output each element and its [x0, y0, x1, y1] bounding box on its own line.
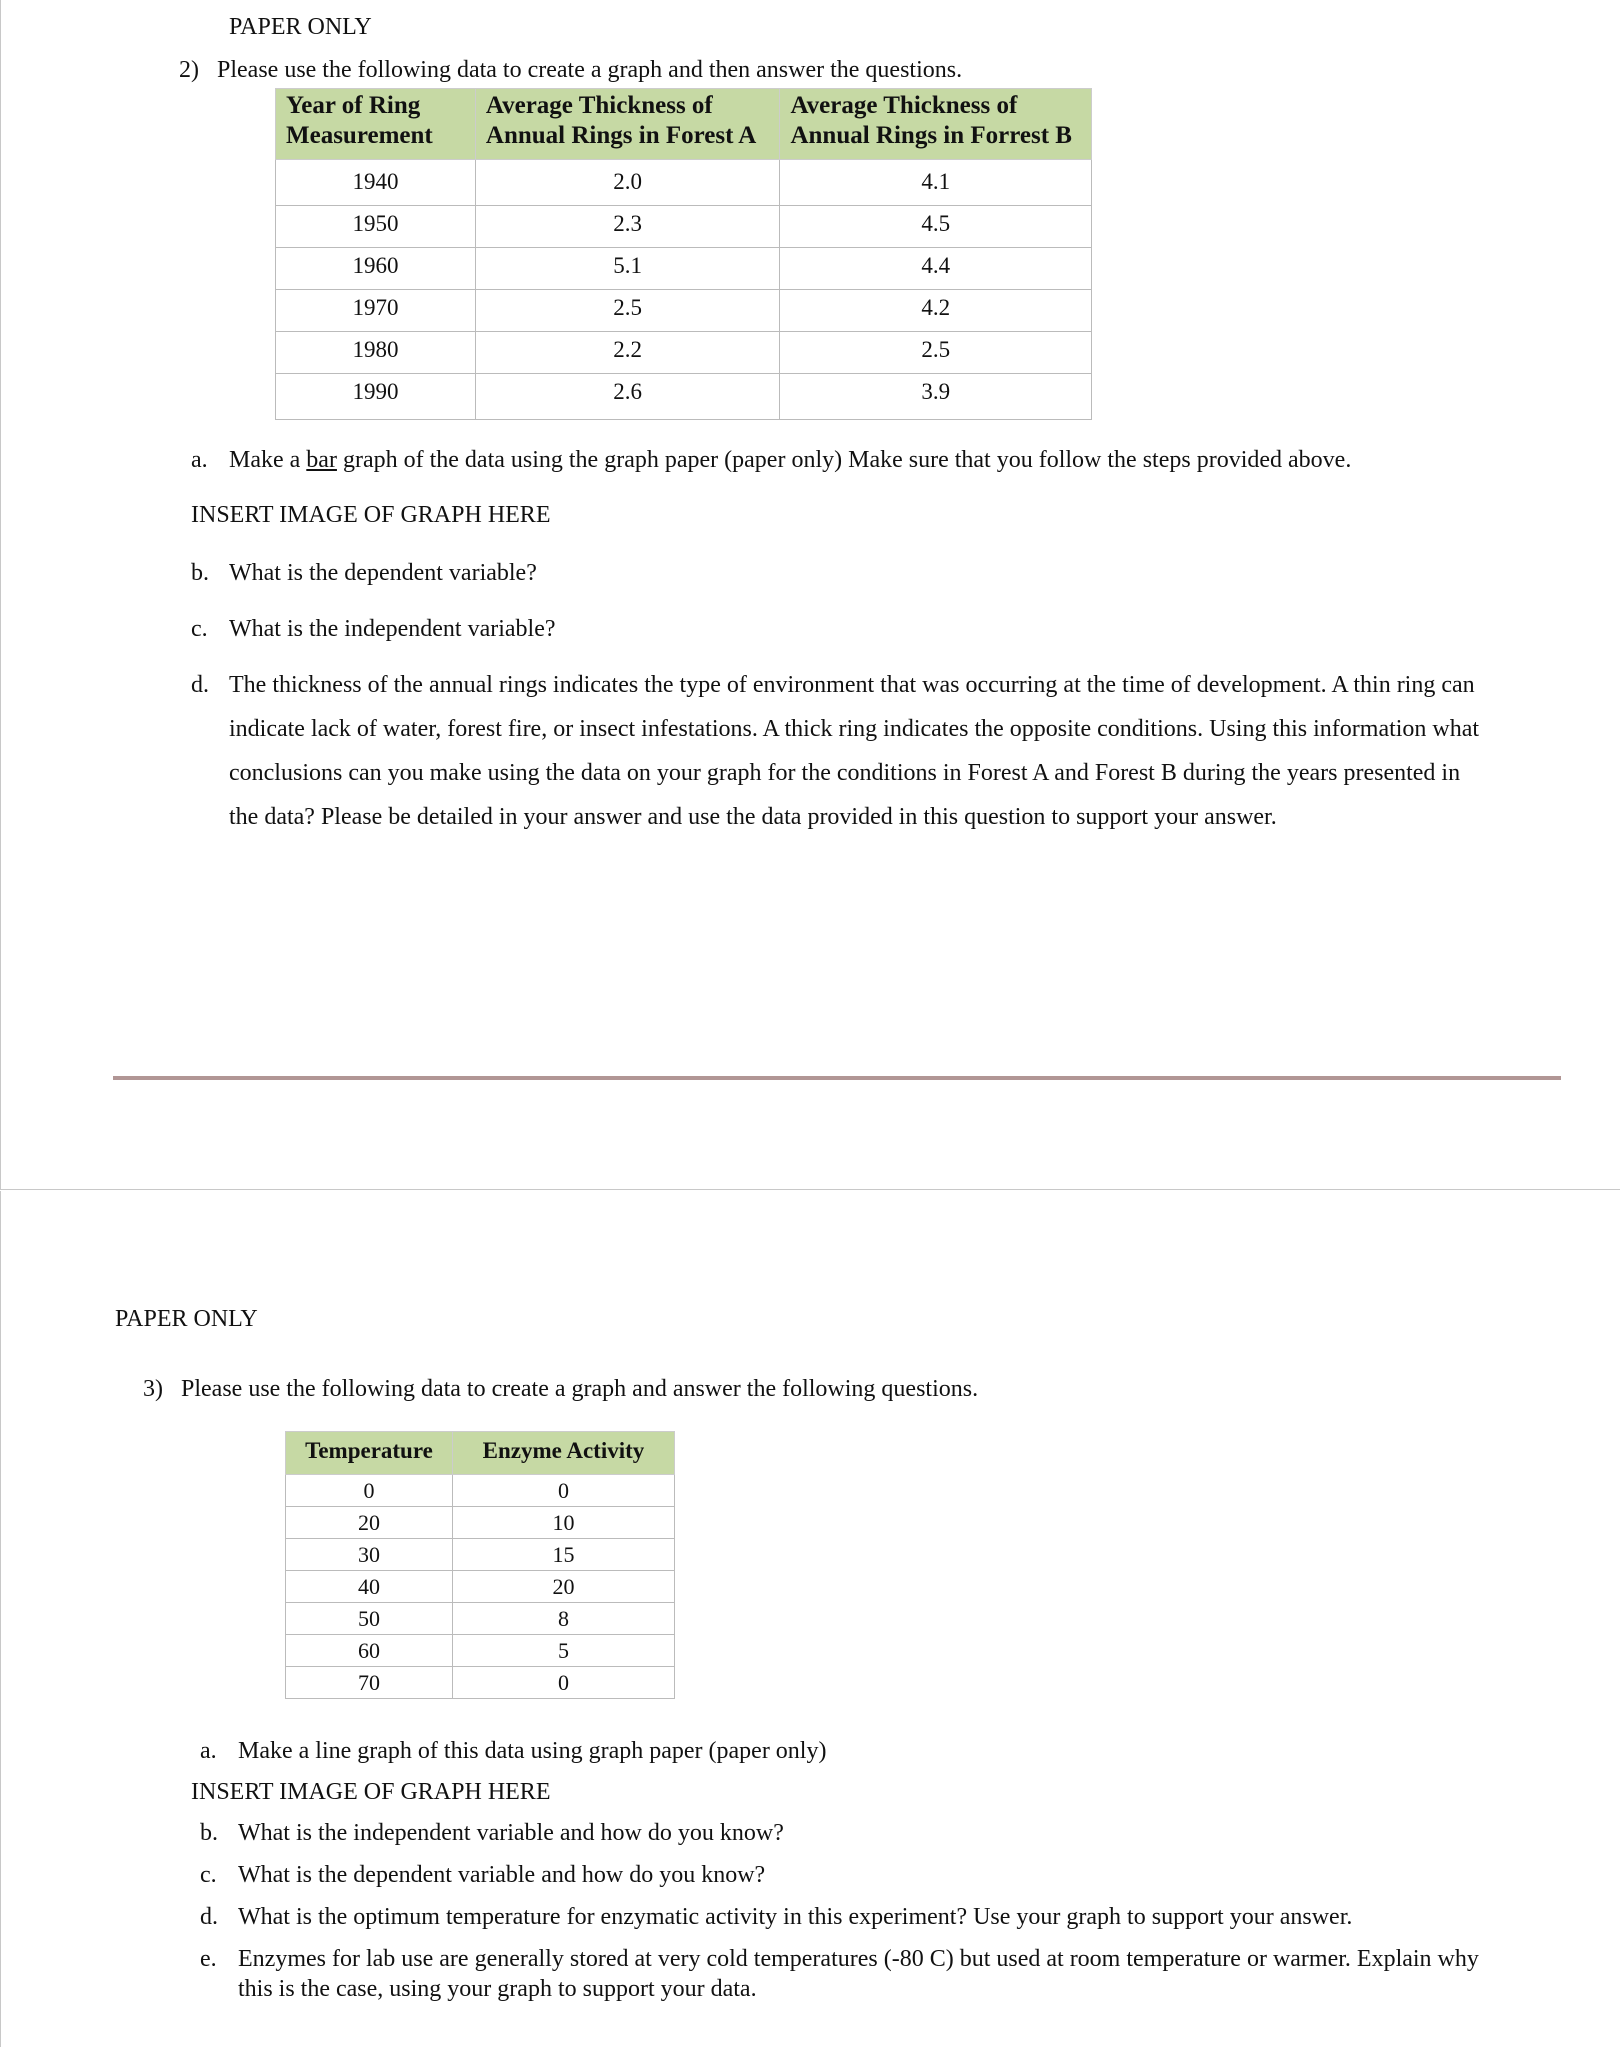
question-2d-line: the data? Please be detailed in your answer and use the data provided in this question to support your answer. — [229, 804, 1277, 830]
table-row: 1970 2.5 4.2 — [276, 290, 1092, 332]
header-forest-a: Average Thickness of Annual Rings in Forest A — [475, 89, 780, 160]
header-forest-b: Average Thickness of Annual Rings in Forrest B — [780, 89, 1092, 160]
question-number: 3) — [143, 1376, 163, 1402]
question-2d-line: The thickness of the annual rings indicates the type of environment that was occurring at the time of development. A thin ring can — [229, 672, 1475, 698]
question-text: Please use the following data to create a graph and answer the following questions. — [181, 1376, 979, 1402]
question-text: Please use the following data to create a graph and then answer the questions. — [217, 57, 963, 83]
table-row: 1980 2.2 2.5 — [276, 332, 1092, 374]
table-row: 30 15 — [286, 1539, 675, 1571]
question-2d-letter: d. — [191, 672, 209, 698]
question-3c: c. What is the dependent variable and how do you know? — [200, 1862, 766, 1888]
question-2-prompt — [179, 57, 962, 84]
paper-only-label: PAPER ONLY — [115, 1306, 258, 1332]
section-divider — [113, 1076, 1561, 1080]
header-temperature: Temperature — [286, 1432, 453, 1475]
table-header-row — [286, 1432, 675, 1475]
question-2d-line: conclusions can you make using the data on your graph for the conditions in Forest A and Forest B during the years presented in — [229, 760, 1461, 786]
paper-only-label: PAPER ONLY — [229, 14, 372, 40]
table-row: 0 0 — [286, 1475, 675, 1507]
document-page-2 — [0, 1191, 1620, 2047]
table-row: 40 20 — [286, 1571, 675, 1603]
table-header-row — [276, 89, 1092, 160]
table-row: 20 10 — [286, 1507, 675, 1539]
insert-graph-placeholder: INSERT IMAGE OF GRAPH HERE — [191, 1779, 551, 1805]
table-row: 1960 5.1 4.4 — [276, 248, 1092, 290]
question-number: 2) — [179, 57, 199, 83]
question-3e-line: Enzymes for lab use are generally stored at very cold temperatures (-80 C) but used at room temperature or warmer. Explain why — [238, 1946, 1479, 1972]
table-row: 1990 2.6 3.9 — [276, 374, 1092, 420]
question-3b: b. What is the independent variable and how do you know? — [200, 1820, 784, 1846]
question-2c: c. What is the independent variable? — [191, 616, 556, 642]
question-3d: d. What is the optimum temperature for enzymatic activity in this experiment? Use your graph to support your answer. — [200, 1904, 1353, 1930]
header-year-of-ring: Year of Ring Measurement — [276, 89, 476, 160]
table-row: 60 5 — [286, 1635, 675, 1667]
question-3e-letter: e. — [200, 1946, 217, 1972]
tree-ring-data-table — [275, 88, 1092, 420]
underlined-bar-word: bar — [306, 447, 337, 473]
table-row: 1950 2.3 4.5 — [276, 206, 1092, 248]
question-3-prompt — [143, 1376, 978, 1403]
header-enzyme-activity: Enzyme Activity — [452, 1432, 674, 1475]
question-3e-line: this is the case, using your graph to support your data. — [238, 1976, 757, 2002]
table-row: 1940 2.0 4.1 — [276, 160, 1092, 206]
table-row: 70 0 — [286, 1667, 675, 1699]
enzyme-activity-table — [285, 1431, 675, 1699]
question-3a: a. Make a line graph of this data using graph paper (paper only) — [200, 1738, 827, 1764]
question-2b: b. What is the dependent variable? — [191, 560, 537, 586]
question-2d-line: indicate lack of water, forest fire, or insect infestations. A thick ring indicates the opposite conditions. Using this information what — [229, 716, 1480, 742]
insert-graph-placeholder: INSERT IMAGE OF GRAPH HERE — [191, 502, 551, 528]
question-2a: a. Make a bar graph of the data using the graph paper (paper only) Make sure that you follow the steps provided above. — [191, 447, 1352, 473]
table-row: 50 8 — [286, 1603, 675, 1635]
